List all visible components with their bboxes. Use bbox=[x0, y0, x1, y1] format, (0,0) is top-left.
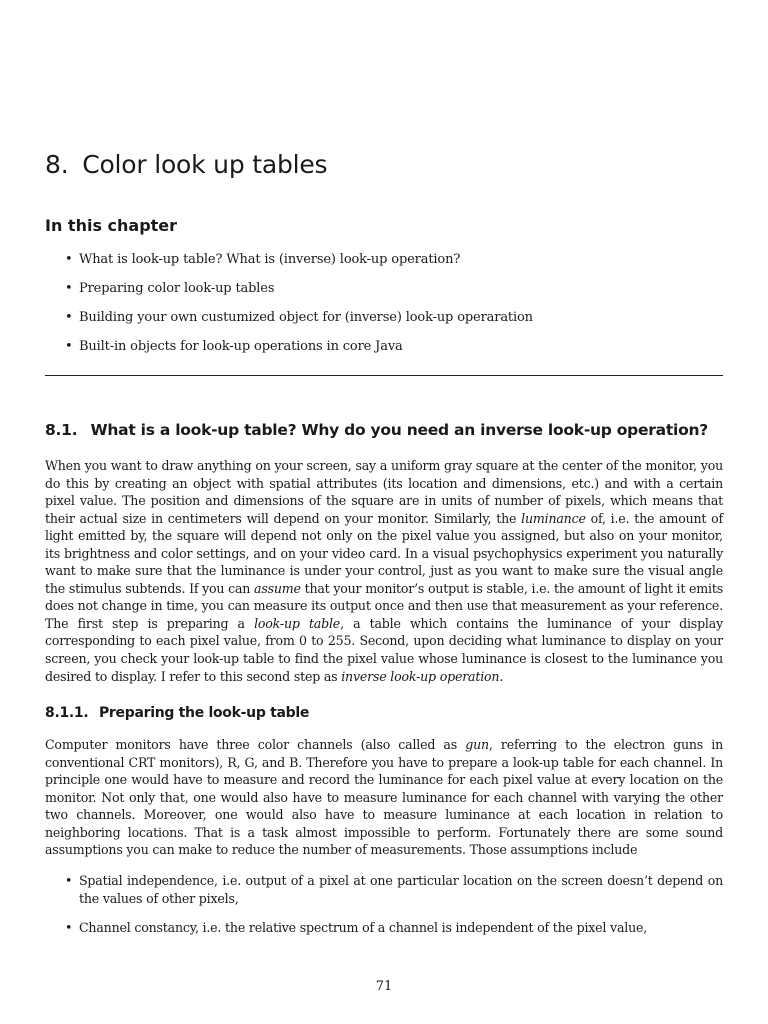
page-number: 71 bbox=[375, 979, 393, 994]
list-item: • Channel constancy, i.e. the relative spectrum of a channel is independent of the pixel value, bbox=[65, 919, 723, 937]
section-title bbox=[45, 421, 708, 439]
section-title-text: What is a look-up table? Why do you need an inverse look-up operation? bbox=[90, 421, 709, 439]
paragraph-text: . bbox=[499, 668, 504, 684]
paragraph-text: , referring to the electron guns in conventional CRT monitors), R, G, and B. Therefore you have to prepare a look-up table for each channel. In principle one would have to measure and record the luminance for each pixel value at every location on the monitor. Not only that, one would also have to measure luminance for each channel with varying the other two channels. Moreover, one would also have to measure luminance at each location in relation to neighboring locations. That is a task almost impossible to perform. Fortunately there are some sound assumptions you can make to reduce the number of measurements. Those assumptions include bbox=[45, 737, 724, 858]
document-page bbox=[45, 0, 723, 1024]
list-item: • Built-in objects for look-up operations in core Java bbox=[65, 338, 533, 355]
section-number: 8.1. bbox=[45, 421, 78, 439]
emphasis-gun: gun bbox=[465, 737, 489, 752]
subsection-title bbox=[45, 705, 309, 721]
paragraph-text: of, i.e. the amount of light emitted by, the square will depend not only on the pixel value you assigned, but also on your monitor, its brightness and color settings, and on your video card. In a visual psychophysics experiment you naturally want to make sure that the luminance is under your control, just as you want to make sure the visual angle the stimulus subtends. If you can bbox=[45, 510, 723, 596]
paragraph-text: that your monitor’s output is stable, i.e. the amount of light it emits does not change in time, you can measure its output once and then use that measurement as your reference. The first step is preparing a bbox=[45, 580, 723, 631]
chapter-number: 8. bbox=[45, 150, 69, 179]
paragraph-text: When you want to draw anything on your screen, say a uniform gray square at the center of the monitor, you do this by creating an object with spatial attributes (its location and dimensions, etc.) and with a certain pixel value. The position and dimensions of the square are in units of number of pixels, which means that their actual size in centimeters will depend on your monitor. Similarly, the bbox=[45, 458, 723, 526]
section-paragraph bbox=[45, 457, 723, 685]
assumptions-list bbox=[65, 872, 723, 949]
emphasis-luminance: luminance bbox=[521, 510, 586, 526]
section-divider bbox=[45, 375, 723, 376]
subsection-paragraph bbox=[45, 736, 723, 859]
list-item: • Preparing color look-up tables bbox=[65, 280, 533, 297]
list-item: • What is look-up table? What is (inverse) look-up operation? bbox=[65, 251, 533, 268]
emphasis-look-up-table: look-up table bbox=[254, 615, 341, 631]
list-item: • Building your own custumized object for (inverse) look-up operaration bbox=[65, 309, 533, 326]
emphasis-inverse-look-up: inverse look-up operation bbox=[341, 668, 500, 684]
paragraph-text: Computer monitors have three color channels (also called as bbox=[45, 737, 466, 752]
subsection-title-text: Preparing the look-up table bbox=[98, 705, 310, 721]
chapter-title bbox=[45, 150, 327, 179]
list-item: • Spatial independence, i.e. output of a pixel at one particular location on the screen doesn’t depend on the values of other pixels, bbox=[65, 872, 723, 907]
subsection-number: 8.1.1. bbox=[45, 705, 89, 721]
emphasis-assume: assume bbox=[254, 580, 301, 596]
chapter-title-text: Color look up tables bbox=[82, 150, 328, 179]
in-this-chapter-heading: In this chapter bbox=[45, 216, 178, 235]
chapter-contents-list bbox=[65, 251, 533, 367]
paragraph-text: , a table which contains the luminance of your display corresponding to each pixel value, from 0 to 255. Second, upon deciding what luminance to display on your screen, you check your look-up table to find the pixel value whose luminance is closest to the luminance you desired to display. I refer to this second step as bbox=[45, 615, 723, 684]
